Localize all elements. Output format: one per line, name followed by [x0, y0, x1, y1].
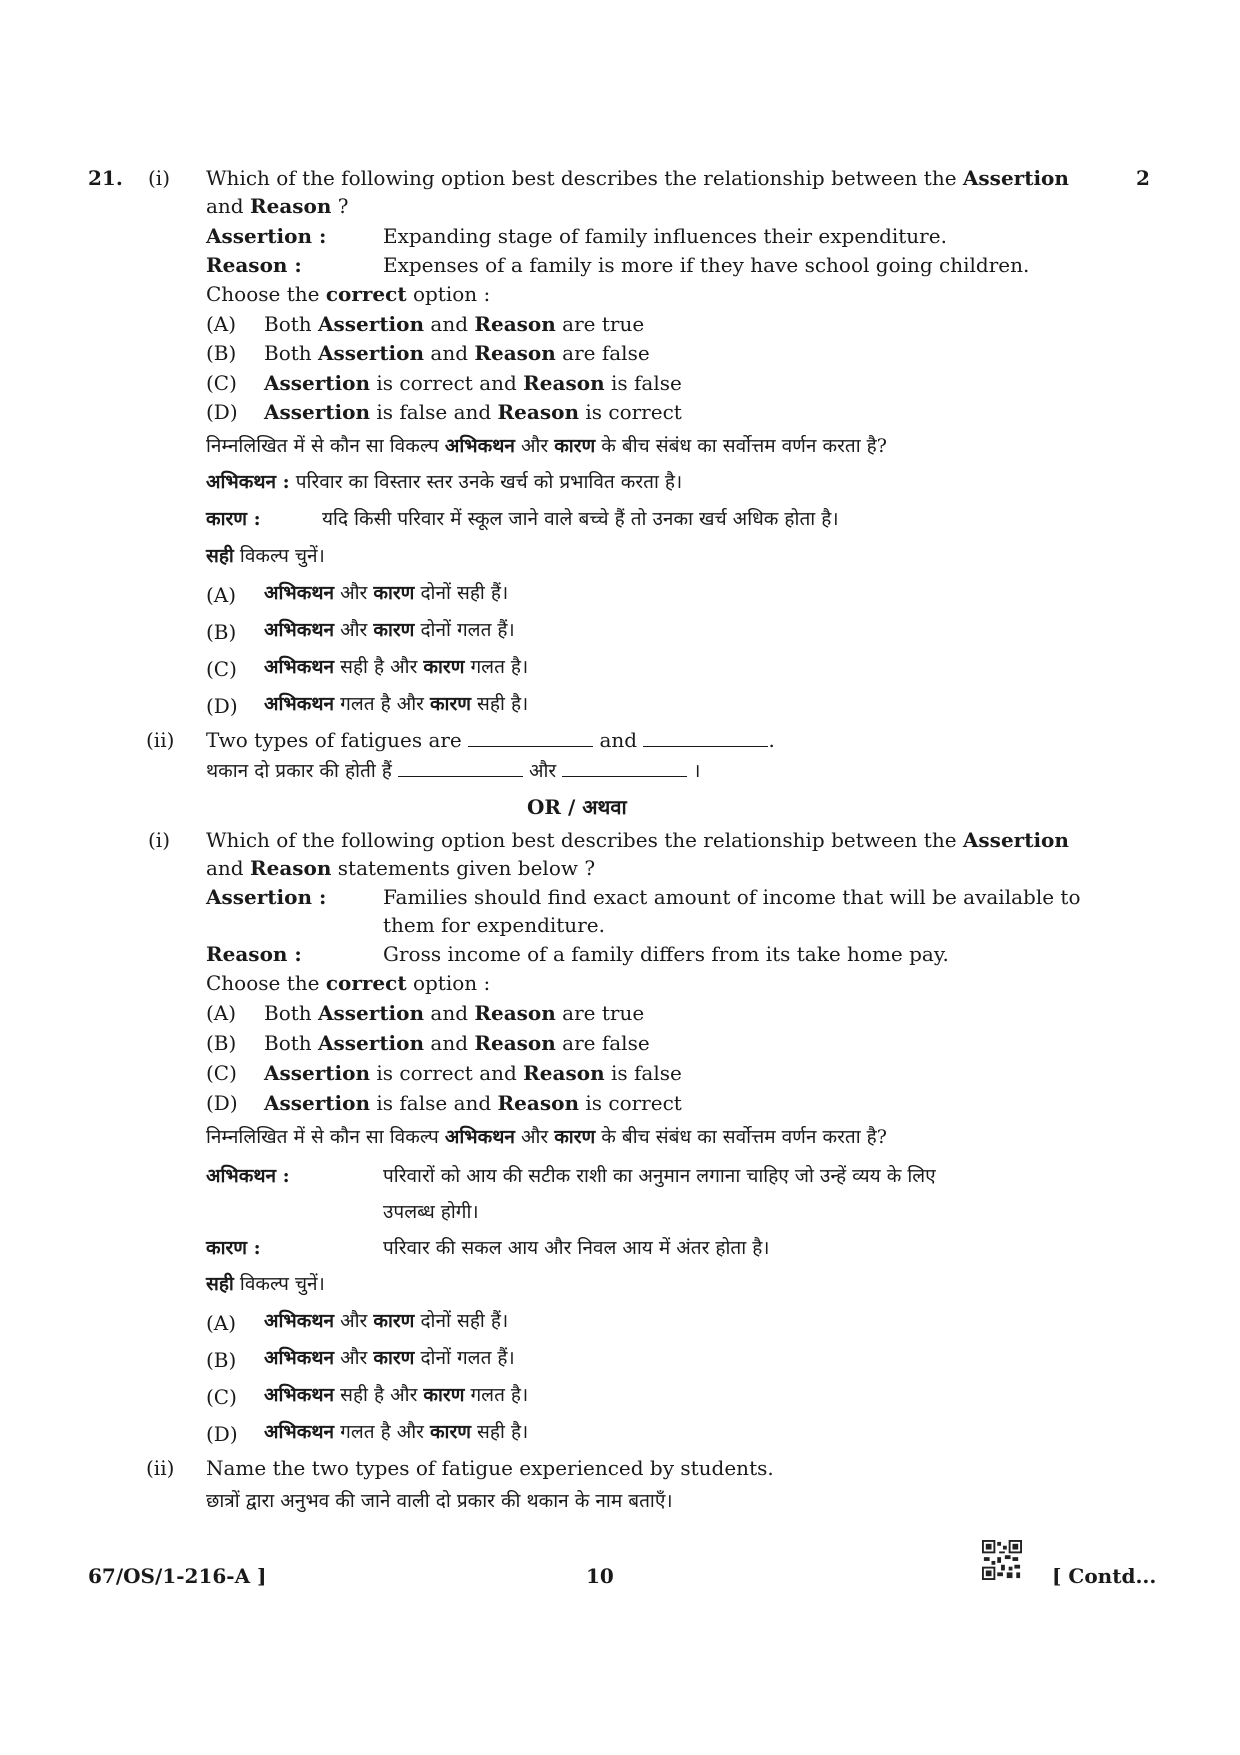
alt-option-a-hi: अभिकथन और कारण दोनों सही हैं।: [264, 1310, 509, 1332]
page-number: 10: [586, 1564, 614, 1588]
alt-assertion-hi-label: अभिकथन :: [206, 1165, 290, 1187]
qr-code-icon: [982, 1540, 1022, 1580]
assertion-hi: अभिकथन : परिवार का विस्तार स्तर उनके खर्च को प्रभावित करता है।: [206, 471, 683, 493]
alt-option-d-hi: अभिकथन गलत है और कारण सही है।: [264, 1421, 529, 1443]
alt-option-b-label: (B): [206, 1031, 237, 1055]
fill-blank-1[interactable]: [468, 728, 593, 747]
alt-part-ii-hi: छात्रों द्वारा अनुभव की जाने वाली दो प्रकार की थकान के नाम बताएँ।: [206, 1490, 673, 1512]
fill-blank-2[interactable]: [643, 728, 768, 747]
assertion-label: Assertion :: [206, 224, 327, 248]
alt-option-d-hi-label: (D): [206, 1422, 238, 1446]
alt-stem-en-line-2: and Reason statements given below ?: [206, 856, 596, 880]
continued-label: [ Contd...: [1052, 1564, 1157, 1588]
fill-blank-hi-1[interactable]: [398, 758, 523, 777]
choose-hi: सही विकल्प चुनें।: [206, 545, 325, 567]
alt-option-a-en: Both Assertion and Reason are true: [264, 1001, 645, 1025]
alt-option-a-hi-label: (A): [206, 1311, 237, 1335]
option-c-label: (C): [206, 371, 237, 395]
alt-stem-en-line-1: Which of the following option best describes the relationship between the Assertion: [206, 828, 1069, 852]
reason-hi-label: कारण :: [206, 508, 261, 530]
fill-blank-hi-2[interactable]: [562, 758, 687, 777]
assertion-text: Expanding stage of family influences their expenditure.: [383, 224, 947, 248]
alt-option-c-hi-label: (C): [206, 1385, 237, 1409]
alt-reason-hi: परिवार की सकल आय और निवल आय में अंतर होता है।: [383, 1237, 770, 1259]
alt-part-ii-en: Name the two types of fatigue experienced by students.: [206, 1456, 774, 1480]
alt-stem-hi: निम्नलिखित में से कौन सा विकल्प अभिकथन और कारण के बीच संबंध का सर्वोत्तम वर्णन करता है?: [206, 1126, 887, 1148]
question-number: 21.: [88, 166, 123, 190]
part-ii-hi: थकान दो प्रकार की होती हैं और ।: [206, 760, 701, 782]
alt-option-c-en: Assertion is correct and Reason is false: [264, 1061, 682, 1085]
alt-assertion-text-1: Families should find exact amount of income that will be available to: [383, 885, 1081, 909]
option-c-en: Assertion is correct and Reason is false: [264, 371, 682, 395]
reason-text: Expenses of a family is more if they have school going children.: [383, 253, 1030, 277]
alt-assertion-text-2: them for expenditure.: [383, 913, 605, 937]
alt-reason-label: Reason :: [206, 942, 302, 966]
part-ii-label: (ii): [146, 728, 175, 752]
option-d-hi-label: (D): [206, 694, 238, 718]
stem-en-line-1: Which of the following option best describes the relationship between the Assertion: [206, 166, 1069, 190]
part-ii-en: Two types of fatigues are and .: [206, 728, 775, 752]
alt-assertion-hi-2: उपलब्ध होगी।: [383, 1201, 479, 1223]
reason-hi-text: यदि किसी परिवार में स्कूल जाने वाले बच्चे हैं तो उनका खर्च अधिक होता है।: [322, 508, 839, 530]
alt-option-d-en: Assertion is false and Reason is correct: [264, 1091, 682, 1115]
alt-choose-hi: सही विकल्प चुनें।: [206, 1273, 325, 1295]
alt-option-b-hi-label: (B): [206, 1348, 237, 1372]
option-b-en: Both Assertion and Reason are false: [264, 341, 650, 365]
stem-en-line-2: and Reason ?: [206, 194, 349, 218]
reason-label: Reason :: [206, 253, 302, 277]
alt-assertion-label: Assertion :: [206, 885, 327, 909]
option-a-label: (A): [206, 312, 237, 336]
option-b-hi-label: (B): [206, 620, 237, 644]
option-a-en: Both Assertion and Reason are true: [264, 312, 645, 336]
option-a-hi-label: (A): [206, 583, 237, 607]
option-d-hi: अभिकथन गलत है और कारण सही है।: [264, 693, 529, 715]
alt-option-c-label: (C): [206, 1061, 237, 1085]
option-c-hi: अभिकथन सही है और कारण गलत है।: [264, 656, 529, 678]
choose-correct: Choose the correct option :: [206, 282, 491, 306]
or-separator: OR / अथवा: [527, 795, 627, 819]
option-b-hi: अभिकथन और कारण दोनों गलत हैं।: [264, 619, 515, 641]
alt-reason-text: Gross income of a family differs from its take home pay.: [383, 942, 949, 966]
alt-option-d-label: (D): [206, 1091, 238, 1115]
stem-hi: निम्नलिखित में से कौन सा विकल्प अभिकथन और कारण के बीच संबंध का सर्वोत्तम वर्णन करता है?: [206, 435, 887, 457]
option-b-label: (B): [206, 341, 237, 365]
option-d-label: (D): [206, 400, 238, 424]
part-i-label: (i): [148, 166, 171, 190]
alt-part-ii-label: (ii): [146, 1456, 175, 1480]
alt-option-a-label: (A): [206, 1001, 237, 1025]
alt-assertion-hi-1: परिवारों को आय की सटीक राशी का अनुमान लगाना चाहिए जो उन्हें व्यय के लिए: [383, 1165, 936, 1187]
alt-option-b-hi: अभिकथन और कारण दोनों गलत हैं।: [264, 1347, 515, 1369]
alt-option-b-en: Both Assertion and Reason are false: [264, 1031, 650, 1055]
alt-part-i-label: (i): [148, 828, 171, 852]
alt-choose-correct: Choose the correct option :: [206, 971, 491, 995]
option-a-hi: अभिकथन और कारण दोनों सही हैं।: [264, 582, 509, 604]
alt-reason-hi-label: कारण :: [206, 1237, 261, 1259]
paper-code: 67/OS/1-216-A ]: [88, 1564, 267, 1588]
alt-option-c-hi: अभिकथन सही है और कारण गलत है।: [264, 1384, 529, 1406]
option-d-en: Assertion is false and Reason is correct: [264, 400, 682, 424]
question-marks: 2: [1136, 166, 1150, 190]
option-c-hi-label: (C): [206, 657, 237, 681]
